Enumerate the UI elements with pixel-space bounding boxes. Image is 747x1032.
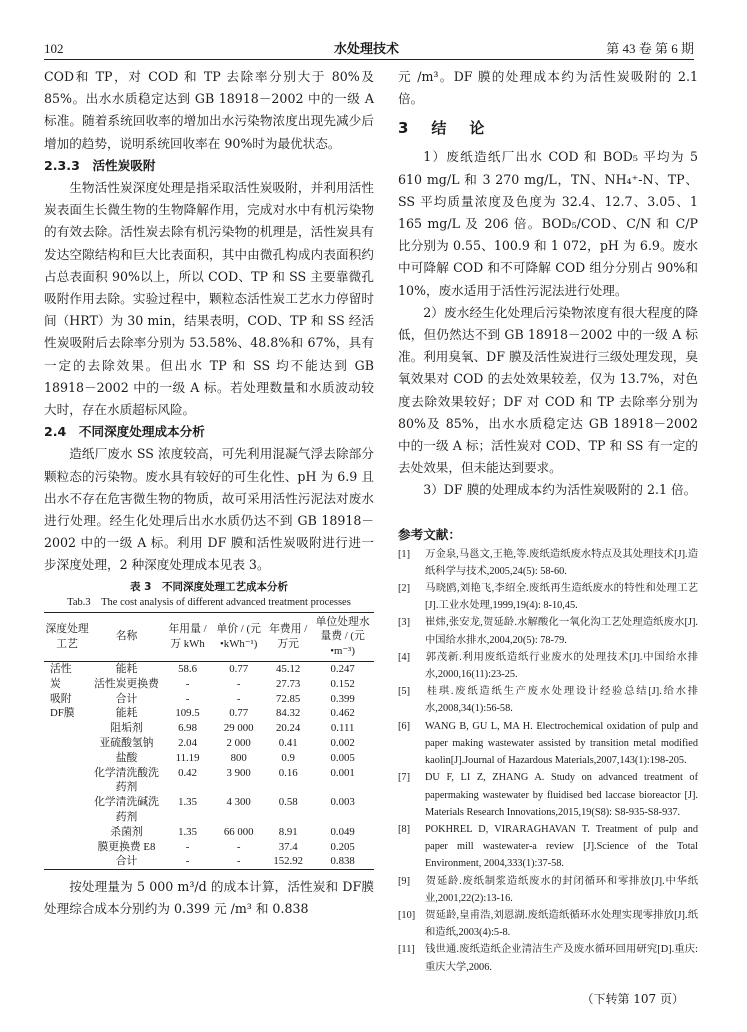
reference-number: [9] <box>398 875 411 887</box>
table-caption-cn: 表 3 不同深度处理工艺成本分析 <box>130 580 288 593</box>
cell-process <box>44 751 90 766</box>
cell-unit-price: 800 <box>230 751 247 764</box>
cell-process <box>44 766 90 796</box>
cell-annual-cost: 0.9 <box>281 751 295 764</box>
paragraph: 元 /m³。DF 膜的处理成本约为活性炭吸附的 2.1 倍。 <box>398 69 698 107</box>
cell-annual-cost: 72.85 <box>276 692 301 705</box>
reference-number: [3] <box>398 617 411 629</box>
cell-unit-cost: 0.838 <box>330 855 355 868</box>
reference-text: 桂琪.废纸造纸生产废水处理设计经验总结[J].给水排水,2008,34(1):56-58. <box>425 686 698 715</box>
reference-text: 贺延龄.废纸制浆造纸废水的封闭循环和零排放[J].中华纸业,2001,22(2):13-16. <box>425 875 698 904</box>
reference-text: POKHREL D, VIRARAGHAVAN T. Treatment of pulp and paper mill wastewater-a review [J].Science of the Total Environment, 2004,333(1):37-58. <box>425 823 698 870</box>
cell-annual-cost: 152.92 <box>273 855 304 868</box>
cell-name: 合计 <box>115 855 138 868</box>
table-row <box>44 706 374 721</box>
cell-process: 活性 <box>50 663 72 676</box>
left-column <box>44 66 374 921</box>
table-row <box>44 854 374 869</box>
reference-item <box>398 649 698 683</box>
cell-process <box>44 840 90 855</box>
section-heading-2-4: 2.4 不同深度处理成本分析 <box>44 424 205 440</box>
cell-annual-use: 0.42 <box>178 766 197 779</box>
cell-unit-price: 29 000 <box>223 722 254 735</box>
reference-text: WANG B, GU L, MA H. Electrochemical oxidation of pulp and paper making wastewater assisted by transition metal modified kaolin[J].Journal of Hazardous Materials,2007,143(1):198-205. <box>425 720 698 767</box>
table-row <box>44 736 374 751</box>
reference-list <box>398 546 698 976</box>
cell-name: 化学清洗酸洗药剂 <box>94 766 159 794</box>
reference-text: 马晓鸥,刘艳飞,李绍全.废纸再生造纸废水的特性和处理工艺[J].工业水处理,1999,19(4): 8-10,45. <box>425 583 698 612</box>
cell-annual-use: - <box>185 677 190 690</box>
table-row <box>44 677 374 692</box>
table-row <box>44 751 374 766</box>
cell-annual-cost: 37.4 <box>278 840 298 853</box>
col-header: 名称 <box>115 630 138 643</box>
reference-item <box>398 821 698 873</box>
conclusion-3: 3）DF 膜的处理成本约为活性炭吸附的 2.1 倍。 <box>423 482 697 498</box>
reference-item <box>398 683 698 717</box>
cell-unit-cost: 0.462 <box>330 707 355 720</box>
table-row <box>44 721 374 736</box>
reference-item <box>398 546 698 580</box>
cell-annual-use: 1.35 <box>178 796 197 809</box>
cell-annual-cost: 45.12 <box>276 663 301 676</box>
paragraph: 生物活性炭深度处理是指采取活性炭吸附，并利用活性炭表面生长微生物的生物降解作用，完成对水中有机污染物的有效去除。活性炭去除有机污染物的机理是，活性炭具有发达空隙结构和巨大比表面积，其中由微孔构成内表面积约占总表面积 90%以上，所以 COD、TP 和 SS 主要靠微孔吸附作用去除。实验过程中，颗粒态活性炭工艺水力停留时间（HRT）为 30 min，结果表明，COD、TP 和 SS 经活性炭吸附后去除率分别为 53.58%、48.8%和 67%，具有一定的去除效果。但出水 TP 和 SS 均不能达到 GB 18918－2002 中的一级 A 标。若处理数量和水质波动较大时，存在水质超标风险。 <box>44 180 374 418</box>
cell-name: 膜更换费 E8 <box>97 840 156 853</box>
cell-unit-price: - <box>236 840 241 853</box>
cell-name: 阻垢剂 <box>110 722 143 735</box>
table-header-row <box>44 612 374 661</box>
reference-text: 崔炜,张安龙,贺延龄.水解酸化一氧化沟工艺处理造纸废水[J].中国给水排水,2004,20(5): 78-79. <box>425 617 698 646</box>
continued-note: （下转第 107 页） <box>581 991 684 1006</box>
reference-number: [5] <box>398 686 411 698</box>
cell-name: 杀菌剂 <box>110 825 143 838</box>
references-heading: 参考文献： <box>398 526 461 542</box>
cell-unit-price: 0.77 <box>229 663 249 676</box>
cell-annual-use: 58.6 <box>178 663 197 676</box>
cell-name: 化学清洗碱洗药剂 <box>94 796 159 824</box>
cell-name: 活性炭更换费 <box>94 677 159 690</box>
cell-unit-price: - <box>236 855 241 868</box>
cell-unit-cost: 0.005 <box>330 751 355 764</box>
cell-unit-price: 3 900 <box>226 766 251 779</box>
cell-unit-cost: 0.111 <box>330 722 355 735</box>
cell-annual-cost: 84.32 <box>276 707 301 720</box>
reference-item <box>398 941 698 975</box>
issue-label: 第 43 卷 第 6 期 <box>606 41 694 56</box>
cell-process: 炭 <box>50 677 61 690</box>
journal-title: 水处理技术 <box>334 42 400 57</box>
reference-item <box>398 580 698 614</box>
conclusion-2: 2）废水经生化处理后污染物浓度有很大程度的降低，但仍然达不到 GB 18918－2002 中的一级 A 标准。利用臭氧、DF 膜及活性炭进行三级处理发现，臭氧效果对 COD 的去处效果较差，仅为 13.7%，对色度去除效果较好；DF 对 COD 和 TP 去除率分别为 80%及 85%，出水水质稳定达 GB 18918－2002 中的一级 A 标；活性炭对 COD、TP 和 SS 有一定的去处效果，但未能达到要求。 <box>398 304 698 476</box>
reference-text: 万金泉,马邕文,王艳,等.废纸造纸废水特点及其处理技术[J].造纸科学与技术,2005,24(5): 58-60. <box>425 548 698 577</box>
cell-annual-use: 6.98 <box>178 722 197 735</box>
reference-text: DU F, LI Z, ZHANG A. Study on advanced treatment of papermaking wastewater by fluidised bed laccase bioreactor [J]. Materials Research Innovations,2015,19(S8): S8-935-S8-937. <box>425 772 698 818</box>
reference-number: [4] <box>398 651 411 663</box>
cell-annual-cost: 20.24 <box>276 722 301 735</box>
cell-process <box>44 736 90 751</box>
cell-process: 吸附 <box>50 692 72 705</box>
paragraph: 按处理量为 5 000 m³/d 的成本计算，活性炭和 DF膜处理综合成本分别约为 0.399 元 /m³ 和 0.838 <box>44 879 374 917</box>
reference-text: 郭茂新.利用废纸造纸行业废水的处理技术[J].中国给水排水,2000,16(11):23-25. <box>425 651 698 681</box>
table-row <box>44 692 374 707</box>
cell-annual-use: 1.35 <box>178 825 197 838</box>
col-header: 年用量 / 万 kWh <box>168 623 207 650</box>
paragraph: COD和 TP，对 COD 和 TP 去除率分别大于 80%及 85%。出水水质稳定达到 GB 18918－2002 中的一级 A 标准。随着系统回收率的增加出水污染物浓度出现先减少后增加的趋势，说明系统回收率在 90%时为最优状态。 <box>44 69 374 151</box>
col-header: 单位处理水量费 / (元•m⁻³) <box>315 615 370 658</box>
cell-unit-price: 2 000 <box>226 737 251 750</box>
reference-text: 钱世通.废纸造纸企业清洁生产及废水循环回用研究[D].重庆:重庆大学,2006. <box>425 944 698 973</box>
cell-annual-cost: 27.73 <box>276 677 301 690</box>
cell-unit-price: 66 000 <box>223 825 254 838</box>
cell-unit-cost: 0.152 <box>330 677 355 690</box>
cell-annual-cost: 8.91 <box>278 825 298 838</box>
col-header: 单价 / (元•kWh⁻¹) <box>216 623 261 650</box>
reference-number: [8] <box>398 823 411 835</box>
cell-annual-use: - <box>185 692 190 705</box>
cell-process <box>44 825 90 840</box>
cell-annual-cost: 0.41 <box>278 737 298 750</box>
cell-unit-price: - <box>236 677 241 690</box>
reference-number: [1] <box>398 548 411 560</box>
col-header: 年费用 / 万元 <box>269 623 308 650</box>
conclusion-1: 1）废纸造纸厂出水 COD 和 BOD₅ 平均为 5 610 mg/L 和 3 270 mg/L，TN、NH₄⁺-N、TP、SS 平均质量浓度及色度为 32.4、12.7、3.05、1 165 mg/L 及 206 倍。BOD₅/COD、C/N 和 C/P 比分别为 0.55、100.9 和 1 072，pH 为 6.9。废水中可降解 COD 和不可降解 COD 组分分别占 90%和 10%，废水适用于活性污泥法进行处理。 <box>398 149 698 298</box>
reference-item <box>398 718 698 770</box>
running-header <box>44 38 694 60</box>
cell-process <box>44 854 90 869</box>
cell-unit-cost: 0.247 <box>330 663 355 676</box>
reference-number: [7] <box>398 772 411 784</box>
cell-name: 盐酸 <box>115 751 138 764</box>
cell-unit-price: 0.77 <box>229 707 249 720</box>
right-column <box>398 66 698 1010</box>
table-row <box>44 795 374 825</box>
cell-process <box>44 721 90 736</box>
col-header: 深度处理工艺 <box>45 623 89 650</box>
reference-item <box>398 614 698 648</box>
cell-unit-cost: 0.205 <box>330 840 355 853</box>
cell-name: 合计 <box>115 692 138 705</box>
cell-name: 能耗 <box>115 707 138 720</box>
cell-unit-cost: 0.003 <box>330 796 355 809</box>
cell-unit-cost: 0.049 <box>330 825 355 838</box>
cell-name: 能耗 <box>115 663 138 676</box>
cell-unit-cost: 0.001 <box>330 766 355 779</box>
cell-process: DF膜 <box>50 707 75 720</box>
reference-item <box>398 873 698 907</box>
reference-item <box>398 907 698 941</box>
table-row <box>44 662 374 677</box>
cell-unit-price: - <box>236 692 241 705</box>
table-row <box>44 840 374 855</box>
cell-annual-use: - <box>185 840 190 853</box>
table-row <box>44 766 374 796</box>
page-number: 102 <box>44 41 64 56</box>
section-heading-2-3-3: 2.3.3 活性炭吸附 <box>44 157 156 173</box>
cell-process <box>44 795 90 825</box>
paragraph: 造纸厂废水 SS 浓度较高，可先利用混凝气浮去除部分颗粒态的污染物。废水具有较好的可生化性、pH 为 6.9 且出水不存在危害微生物的物质，故可采用活性污泥法对废水进行处理。经生化处理后出水水质仍达不到 GB 18918－2002 中的一级 A 标。利用 DF 膜和活性炭吸附进行进一步深度处理，2 种深度处理成本见表 3。 <box>44 446 374 573</box>
cell-annual-cost: 0.58 <box>278 796 298 809</box>
cell-annual-use: 11.19 <box>175 751 200 764</box>
reference-item <box>398 769 698 821</box>
section-heading-3: 3 结 论 <box>398 119 489 138</box>
cell-annual-use: 2.04 <box>178 737 197 750</box>
reference-text: 贺延龄,皇甫浩,刘恩湖.废纸造纸循环水处理实现零排放[J].纸和造纸,2003(4):5-8. <box>425 909 698 939</box>
cost-table <box>44 612 374 871</box>
cell-unit-cost: 0.002 <box>330 737 355 750</box>
reference-number: [10] <box>398 909 416 921</box>
reference-number: [11] <box>398 944 415 956</box>
table-caption-en: Tab.3 The cost analysis of different advanced treatment processes <box>67 596 351 608</box>
cell-annual-use: 109.5 <box>175 707 200 720</box>
table-row <box>44 825 374 840</box>
cell-annual-cost: 0.16 <box>278 766 298 779</box>
reference-number: [6] <box>398 720 411 732</box>
cell-unit-cost: 0.399 <box>330 692 355 705</box>
cell-annual-use: - <box>185 855 190 868</box>
cell-unit-price: 4 300 <box>226 796 251 809</box>
reference-number: [2] <box>398 583 411 595</box>
cell-name: 亚硫酸氢钠 <box>99 737 154 750</box>
